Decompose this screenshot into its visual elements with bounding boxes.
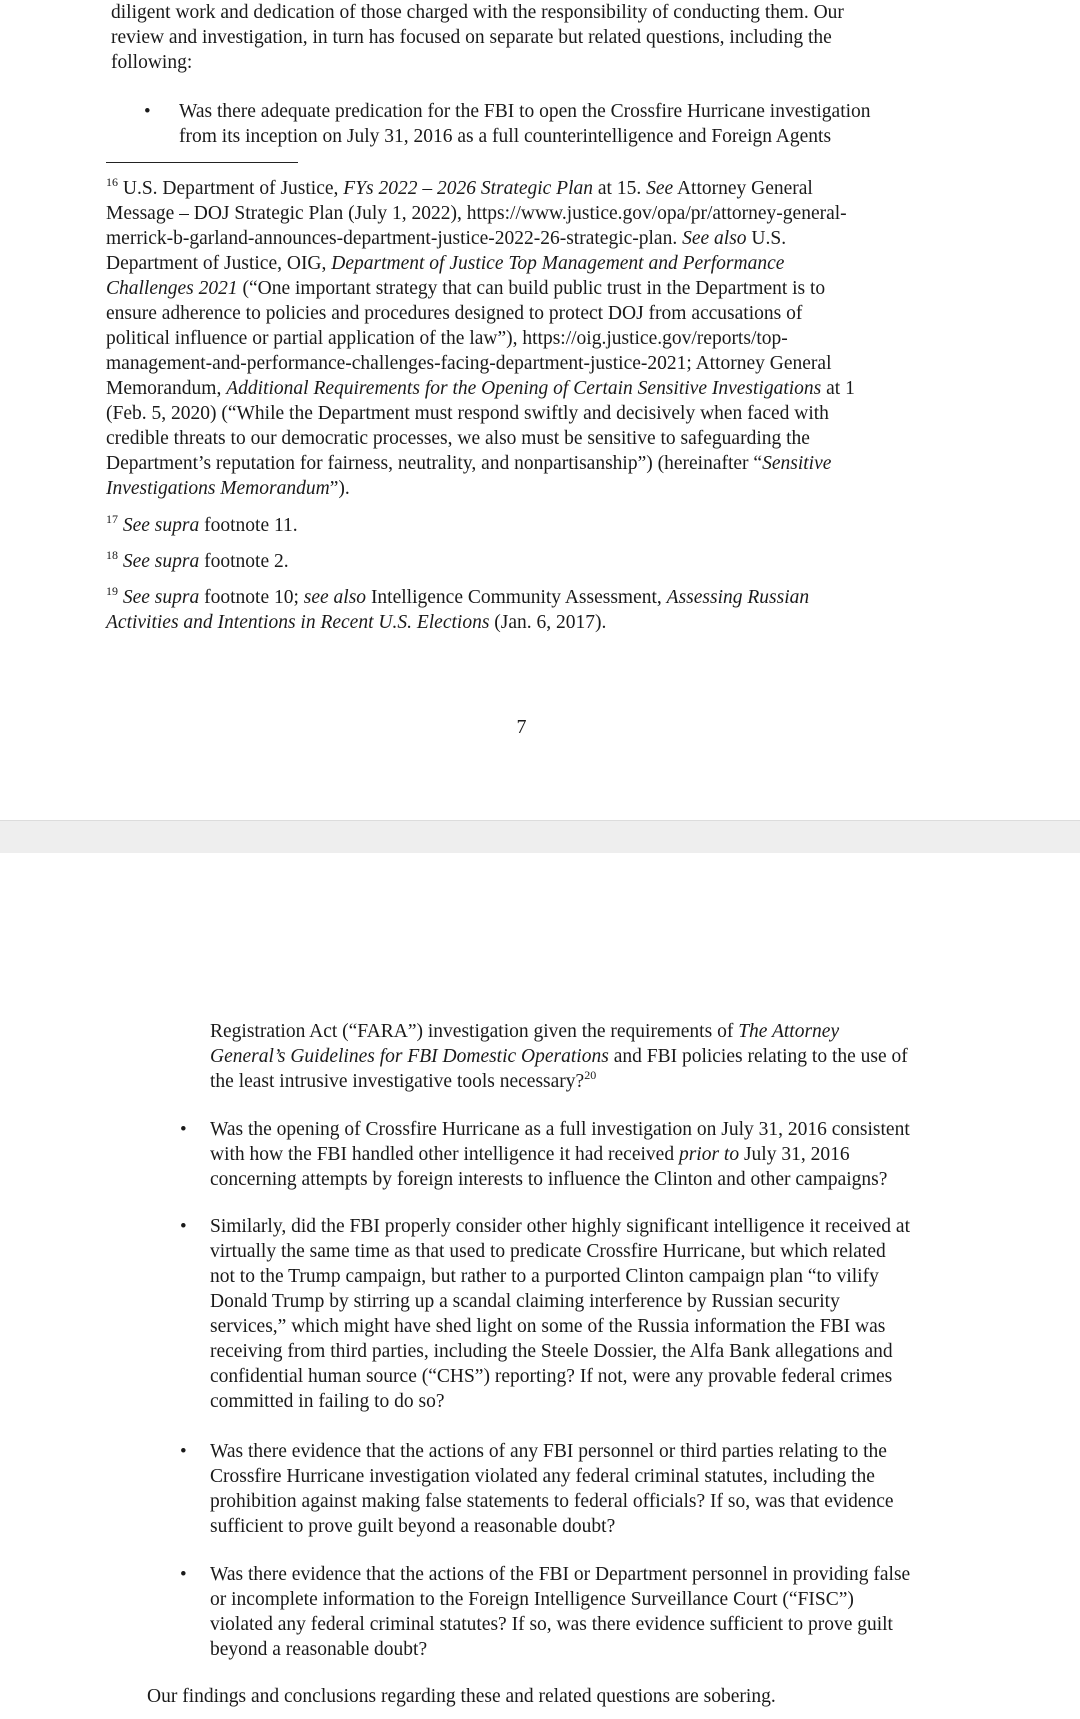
footnote-reference: 20 [584, 1068, 597, 1082]
document-page-8 [0, 853, 1080, 1719]
bullet-line: Donald Trump by stirring up a scandal claiming interference by Russian security [210, 1291, 840, 1312]
bullet-line: with how the FBI handled other intelligence it had received [210, 1144, 679, 1165]
footnote-signal: See supra [122, 551, 200, 572]
footnote-number: 18 [106, 548, 118, 562]
footnote-18 [106, 549, 946, 574]
bullet-5-text [210, 1562, 1010, 1662]
footnote-19 [106, 585, 946, 635]
bullet-line: Registration Act (“FARA”) investigation given the requirements of [210, 1021, 739, 1042]
footnote-text: management-and-performance-challenges-facing-department-justice-2021; Attorney General [106, 353, 832, 374]
footnote-title: Assessing Russian [666, 587, 810, 608]
footnote-text: footnote 10; [199, 587, 304, 608]
footnote-text: Memorandum, [106, 378, 227, 399]
footnote-text: political influence or partial application of the law”), https://oig.justice.gov/reports/top- [106, 328, 788, 349]
bullet-line: the least intrusive investigative tools necessary? [210, 1071, 585, 1092]
footnote-text: Department of Justice, OIG, [106, 253, 332, 274]
footnote-text: Department’s reputation for fairness, neutrality, and nonpartisanship”) (hereinafter “ [106, 453, 763, 474]
document-title: The Attorney [738, 1021, 840, 1042]
bullet-line: committed in failing to do so? [210, 1391, 445, 1412]
footnote-number: 16 [106, 175, 118, 189]
footnote-text: (Jan. 6, 2017). [489, 612, 607, 633]
footnote-text: ”). [329, 478, 350, 499]
bullet-2-text [210, 1117, 1010, 1192]
bullet-line: and FBI policies relating to the use of [608, 1046, 908, 1067]
footnote-title: FYs 2022 – 2026 Strategic Plan [343, 178, 593, 199]
bullet-point: • [180, 1119, 187, 1140]
bullet-line: sufficient to prove guilt beyond a reasonable doubt? [210, 1516, 616, 1537]
footnote-separator [106, 162, 298, 163]
page-separator [0, 820, 1080, 855]
footnote-16 [106, 176, 946, 501]
footnote-text: (Feb. 5, 2020) (“While the Department must respond swiftly and decisively when faced with [106, 403, 829, 424]
bullet-line: violated any federal criminal statutes? If so, was there evidence sufficient to prove guilt [210, 1614, 893, 1635]
bullet-1-text [179, 99, 959, 149]
footnote-text: merrick-b-garland-announces-department-justice-2022-26-strategic-plan. [106, 228, 683, 249]
footnote-text: Message – DOJ Strategic Plan (July 1, 2022), https://www.justice.gov/opa/pr/attorney-general- [106, 203, 847, 224]
footnote-text: Intelligence Community Assessment, [366, 587, 667, 608]
closing-paragraph: Our findings and conclusions regarding these and related questions are sobering. [147, 1686, 776, 1707]
bullet-line: not to the Trump campaign, but rather to a purported Clinton campaign plan “to vilify [210, 1266, 879, 1287]
footnote-text: at 15. [593, 178, 647, 199]
footnote-17 [106, 513, 946, 538]
footnote-title: Challenges 2021 [106, 278, 238, 299]
bullet-line: prohibition against making false statements to federal officials? If so, was that evidence [210, 1491, 894, 1512]
bullet-line: Was there adequate predication for the FBI to open the Crossfire Hurricane investigation [179, 101, 871, 122]
bullet-point: • [180, 1441, 187, 1462]
bullet-line: concerning attempts by foreign interests to influence the Clinton and other campaigns? [210, 1169, 888, 1190]
document-title: General’s Guidelines for FBI Domestic Operations [210, 1046, 609, 1067]
footnote-title: Investigations Memorandum [106, 478, 330, 499]
bullet-line: Was there evidence that the actions of any FBI personnel or third parties relating to the [210, 1441, 887, 1462]
intro-line: following: [111, 52, 193, 73]
bullet-line: Was there evidence that the actions of the FBI or Department personnel in providing false [210, 1564, 911, 1585]
bullet-line: receiving from third parties, including the Steele Dossier, the Alfa Bank allegations and [210, 1341, 893, 1362]
intro-paragraph [111, 0, 941, 75]
footnote-text: footnote 2. [199, 551, 289, 572]
footnote-signal: See supra [122, 587, 200, 608]
bullet-line: beyond a reasonable doubt? [210, 1639, 428, 1660]
footnote-signal: See supra [122, 515, 200, 536]
footnote-title: Additional Requirements for the Opening of Certain Sensitive Investigations [226, 378, 822, 399]
footnote-text: ensure adherence to policies and procedures designed to protect DOJ from accusations of [106, 303, 803, 324]
footnote-text: U.S. Department of Justice, [122, 178, 344, 199]
bullet-line: services,” which might have shed light on some of the Russia information the FBI was [210, 1316, 886, 1337]
footnote-signal: See [646, 178, 674, 199]
bullet-line: virtually the same time as that used to predicate Crossfire Hurricane, but which related [210, 1241, 886, 1262]
bullet-line: Was the opening of Crossfire Hurricane as a full investigation on July 31, 2016 consistent [210, 1119, 910, 1140]
bullet-line: Crossfire Hurricane investigation violated any federal criminal statutes, including the [210, 1466, 875, 1487]
footnote-number: 17 [106, 512, 118, 526]
footnote-text: (“One important strategy that can build public trust in the Department is to [237, 278, 826, 299]
footnote-text: at 1 [821, 378, 855, 399]
footnote-title: Activities and Intentions in Recent U.S. Elections [106, 612, 490, 633]
footnote-text: credible threats to our democratic processes, we also must be sensitive to safeguarding the [106, 428, 810, 449]
document-page-7 [0, 0, 1080, 820]
footnote-text: U.S. [746, 228, 787, 249]
bullet-point: • [180, 1564, 187, 1585]
intro-line: review and investigation, in turn has focused on separate but related questions, including the [111, 27, 832, 48]
footnote-signal: see also [303, 587, 367, 608]
bullet-line: July 31, 2016 [739, 1144, 850, 1165]
intro-line: diligent work and dedication of those charged with the responsibility of conducting them. Our [111, 2, 844, 23]
bullet-point: • [180, 1216, 187, 1237]
bullet-line: or incomplete information to the Foreign Intelligence Surveillance Court (“FISC”) [210, 1589, 854, 1610]
footnote-title: Sensitive [762, 453, 832, 474]
footnote-signal: See also [682, 228, 747, 249]
footnote-title: Department of Justice Top Management and Performance [331, 253, 785, 274]
bullet-line: from its inception on July 31, 2016 as a full counterintelligence and Foreign Agents [179, 126, 832, 147]
bullet-line: confidential human source (“CHS”) reporting? If not, were any provable federal crimes [210, 1366, 893, 1387]
bullet-line: Similarly, did the FBI properly consider other highly significant intelligence it received at [210, 1216, 911, 1237]
bullet-4-text [210, 1439, 1010, 1539]
bullet-point: • [144, 101, 151, 122]
bullet-1-continuation [210, 1019, 990, 1094]
bullet-3-text [210, 1214, 1010, 1414]
footnote-number: 19 [106, 584, 118, 598]
footnote-text: Attorney General [673, 178, 813, 199]
footnote-text: footnote 11. [199, 515, 298, 536]
emphasis-text: prior to [678, 1144, 740, 1165]
page-number: 7 [516, 716, 527, 738]
